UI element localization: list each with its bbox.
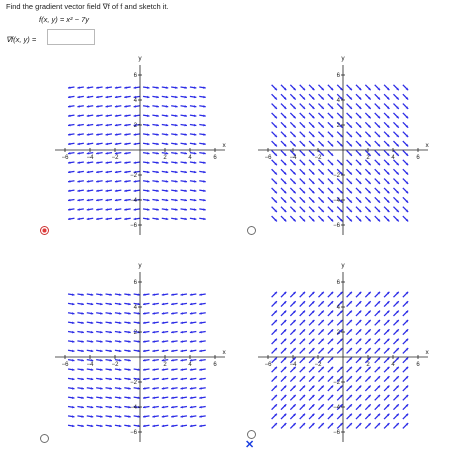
y-axis-name: y: [341, 262, 345, 269]
y-tick-label: 6: [336, 280, 340, 286]
gradient-label: ∇f(x, y) =: [6, 35, 37, 44]
x-tick-label: −4: [289, 155, 297, 161]
y-axis-name: y: [341, 55, 345, 62]
y-tick-label: 2: [133, 123, 137, 129]
x-tick-label: 4: [188, 362, 192, 368]
option-a-radio[interactable]: [40, 226, 49, 235]
x-axis-name: x: [425, 349, 429, 356]
x-tick-label: 4: [391, 155, 395, 161]
y-tick-label: −6: [130, 223, 137, 229]
y-tick-label: −2: [130, 380, 137, 386]
x-tick-label: 6: [416, 362, 420, 368]
x-tick-label: −4: [86, 155, 94, 161]
x-tick-label: −2: [111, 155, 119, 161]
x-tick-label: 6: [213, 362, 217, 368]
x-axis-name: x: [222, 349, 226, 356]
option-b-plot: [258, 55, 428, 230]
y-tick-label: −2: [333, 380, 340, 386]
x-tick-label: 4: [391, 362, 395, 368]
y-tick-label: 4: [133, 305, 137, 311]
option-d-plot: [258, 262, 428, 437]
y-tick-label: 6: [133, 73, 137, 79]
x-axis-name: x: [222, 142, 226, 149]
incorrect-mark-icon: ✕: [245, 439, 255, 451]
y-tick-label: −4: [333, 198, 340, 204]
y-tick-label: 2: [336, 330, 340, 336]
y-tick-label: 2: [133, 330, 137, 336]
y-tick-label: 4: [133, 98, 137, 104]
x-tick-label: 6: [213, 155, 217, 161]
x-tick-label: −6: [61, 155, 69, 161]
y-tick-label: 2: [336, 123, 340, 129]
question-text: Find the gradient vector field ∇f of f and sketch it.: [6, 2, 169, 11]
x-tick-label: −6: [61, 362, 69, 368]
option-b-radio[interactable]: [247, 226, 256, 235]
y-tick-label: 4: [336, 305, 340, 311]
x-tick-label: 2: [163, 155, 167, 161]
x-tick-label: −2: [314, 155, 322, 161]
gradient-answer-input[interactable]: [47, 29, 95, 45]
x-tick-label: 6: [416, 155, 420, 161]
option-d-vector-field: [258, 262, 428, 437]
option-b-vector-field: [258, 55, 428, 230]
option-a-plot: [55, 55, 225, 230]
y-axis-name: y: [138, 262, 142, 269]
option-c-vector-field: [55, 262, 225, 437]
x-tick-label: −2: [314, 362, 322, 368]
y-tick-label: −6: [130, 430, 137, 436]
option-c-plot: [55, 262, 225, 437]
y-tick-label: −4: [130, 405, 137, 411]
x-tick-label: −6: [264, 155, 272, 161]
x-tick-label: 2: [163, 362, 167, 368]
y-tick-label: −4: [130, 198, 137, 204]
x-tick-label: 2: [366, 155, 370, 161]
option-c-radio[interactable]: [40, 434, 49, 443]
y-tick-label: −4: [333, 405, 340, 411]
x-axis-name: x: [425, 142, 429, 149]
x-tick-label: 2: [366, 362, 370, 368]
x-tick-label: 4: [188, 155, 192, 161]
x-tick-label: −4: [289, 362, 297, 368]
x-tick-label: −6: [264, 362, 272, 368]
y-tick-label: −2: [333, 173, 340, 179]
option-a-vector-field: [55, 55, 225, 230]
y-tick-label: 4: [336, 98, 340, 104]
y-tick-label: −6: [333, 223, 340, 229]
x-tick-label: −4: [86, 362, 94, 368]
y-tick-label: 6: [133, 280, 137, 286]
x-tick-label: −2: [111, 362, 119, 368]
y-tick-label: 6: [336, 73, 340, 79]
y-tick-label: −2: [130, 173, 137, 179]
function-definition: f(x, y) = x² − 7y: [39, 15, 90, 24]
y-axis-name: y: [138, 55, 142, 62]
y-tick-label: −6: [333, 430, 340, 436]
